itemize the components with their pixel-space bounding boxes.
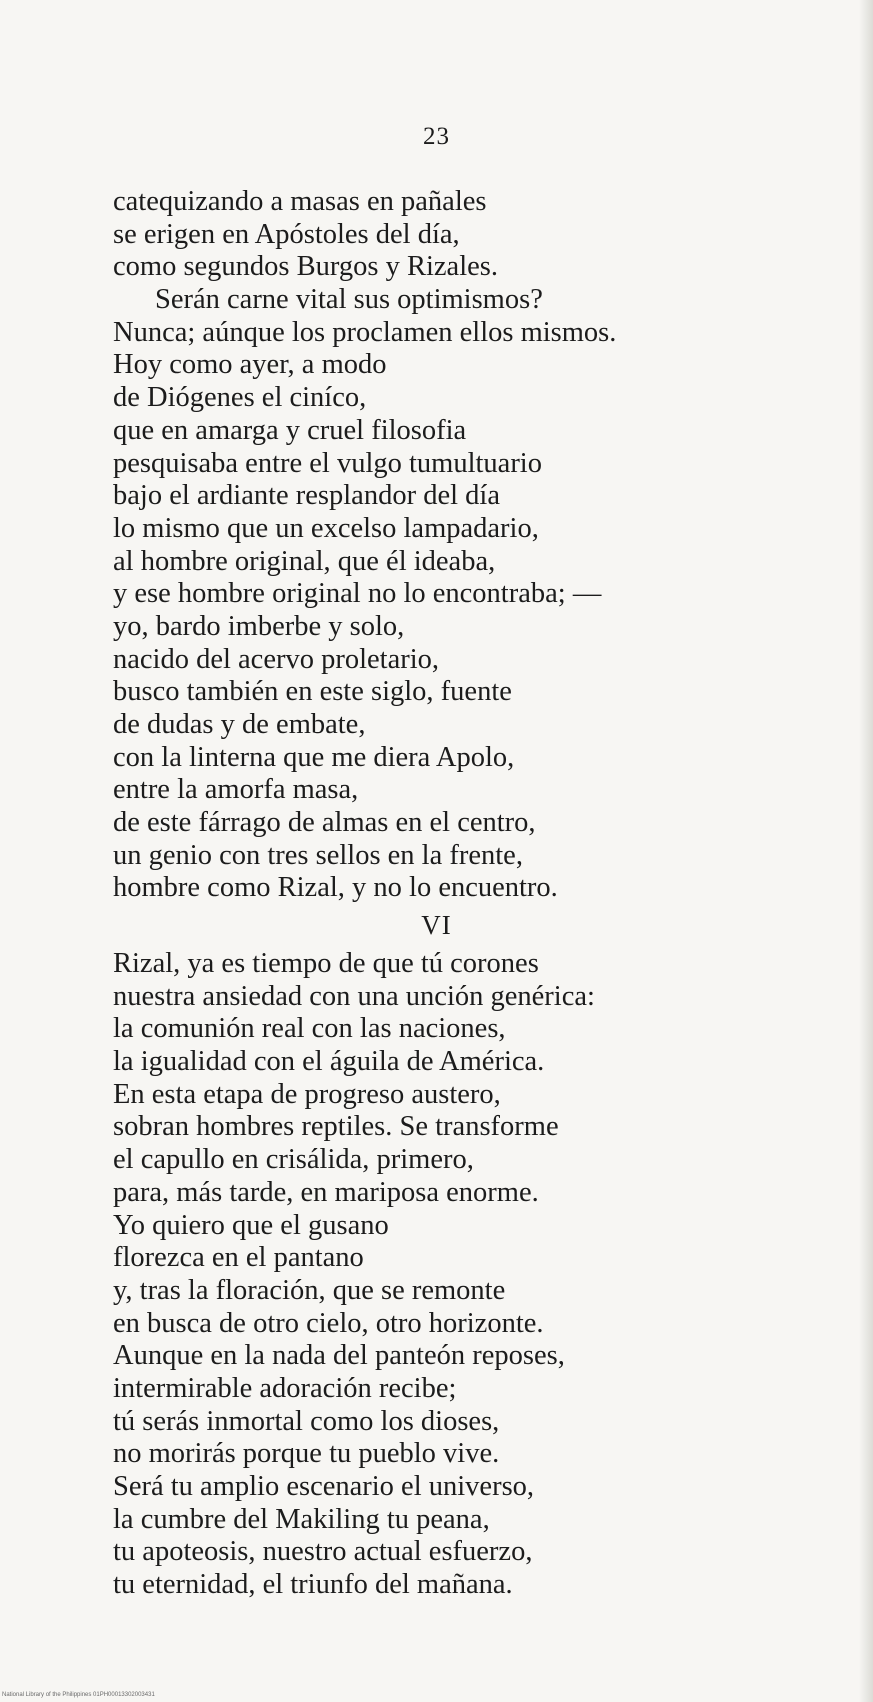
poem-line: nuestra ansiedad con una unción genérica: — [113, 980, 595, 1012]
poem-line: lo mismo que un excelso lampadario, — [113, 512, 539, 544]
poem-line: con la linterna que me diera Apolo, — [113, 741, 515, 773]
poem-line: pesquisaba entre el vulgo tumultuario — [113, 447, 542, 479]
poem-line: la comunión real con las naciones, — [113, 1013, 506, 1045]
poem-line: y ese hombre original no lo encontraba; — — [113, 578, 602, 610]
poem-line: catequizando a masas en pañales — [113, 186, 487, 217]
poem-line: de este fárrago de almas en el centro, — [113, 807, 536, 839]
poem-line: no morirás porque tu pueblo vive. — [113, 1438, 500, 1470]
poem-line: entre la amorfa masa, — [113, 774, 359, 806]
footer-credit: National Library of the Philippines 01PH00013302003431 — [2, 1692, 155, 1698]
poem-line: busco también en este siglo, fuente — [113, 676, 512, 708]
poem-line: En esta etapa de progreso austero, — [113, 1078, 501, 1110]
stanza-vi — [113, 948, 813, 1602]
poem-line: tú serás inmortal como los dioses, — [113, 1405, 500, 1437]
poem-line: como segundos Burgos y Rizales. — [113, 251, 498, 283]
poem-line: Aunque en la nada del panteón reposes, — [113, 1340, 565, 1372]
stanza-top — [113, 186, 813, 905]
poem-line: Será tu amplio escenario el universo, — [113, 1471, 535, 1502]
poem-line: Rizal, ya es tiempo de que tú corones — [113, 948, 539, 979]
poem-line: Hoy como ayer, a modo — [113, 349, 387, 381]
poem-line: tu apoteosis, nuestro actual esfuerzo, — [113, 1536, 533, 1568]
poem-line: se erigen en Apóstoles del día, — [113, 218, 460, 250]
poem-line: Yo quiero que el gusano — [113, 1209, 389, 1241]
poem-line: en busca de otro cielo, otro horizonte. — [113, 1307, 544, 1339]
poem-line: intermirable adoración recibe; — [113, 1372, 457, 1404]
page-edge-shadow — [859, 0, 873, 1702]
poem-line: tu eternidad, el triunfo del mañana. — [113, 1569, 513, 1601]
poem-line: al hombre original, que él ideaba, — [113, 545, 496, 577]
poem-line: florezca en el pantano — [113, 1242, 364, 1274]
poem-line: la igualidad con el águila de América. — [113, 1046, 545, 1078]
poem-line: que en amarga y cruel filosofia — [113, 414, 467, 446]
poem-line: para, más tarde, en mariposa enorme. — [113, 1176, 539, 1208]
poem-line: un genio con tres sellos en la frente, — [113, 839, 523, 871]
poem-line: Serán carne vital sus optimismos? — [155, 284, 543, 316]
poem-line: el capullo en crisálida, primero, — [113, 1144, 474, 1176]
poem-line: sobran hombres reptiles. Se transforme — [113, 1111, 559, 1143]
poem-line: yo, bardo imberbe y solo, — [113, 610, 405, 642]
poem-line: nacido del acervo proletario, — [113, 643, 440, 675]
poem-line: Nunca; aúnque los proclamen ellos mismos. — [113, 316, 617, 348]
poem-line: hombre como Rizal, y no lo encuentro. — [113, 872, 558, 904]
section-heading: VI — [421, 910, 452, 940]
poem-line: de dudas y de embate, — [113, 709, 366, 740]
poem-line: de Diógenes el ciníco, — [113, 382, 367, 414]
poem-line: la cumbre del Makiling tu peana, — [113, 1503, 490, 1535]
poem-line: y, tras la floración, que se remonte — [113, 1274, 506, 1306]
page-number: 23 — [423, 123, 450, 150]
poem-line: bajo el ardiante resplandor del día — [113, 480, 500, 512]
